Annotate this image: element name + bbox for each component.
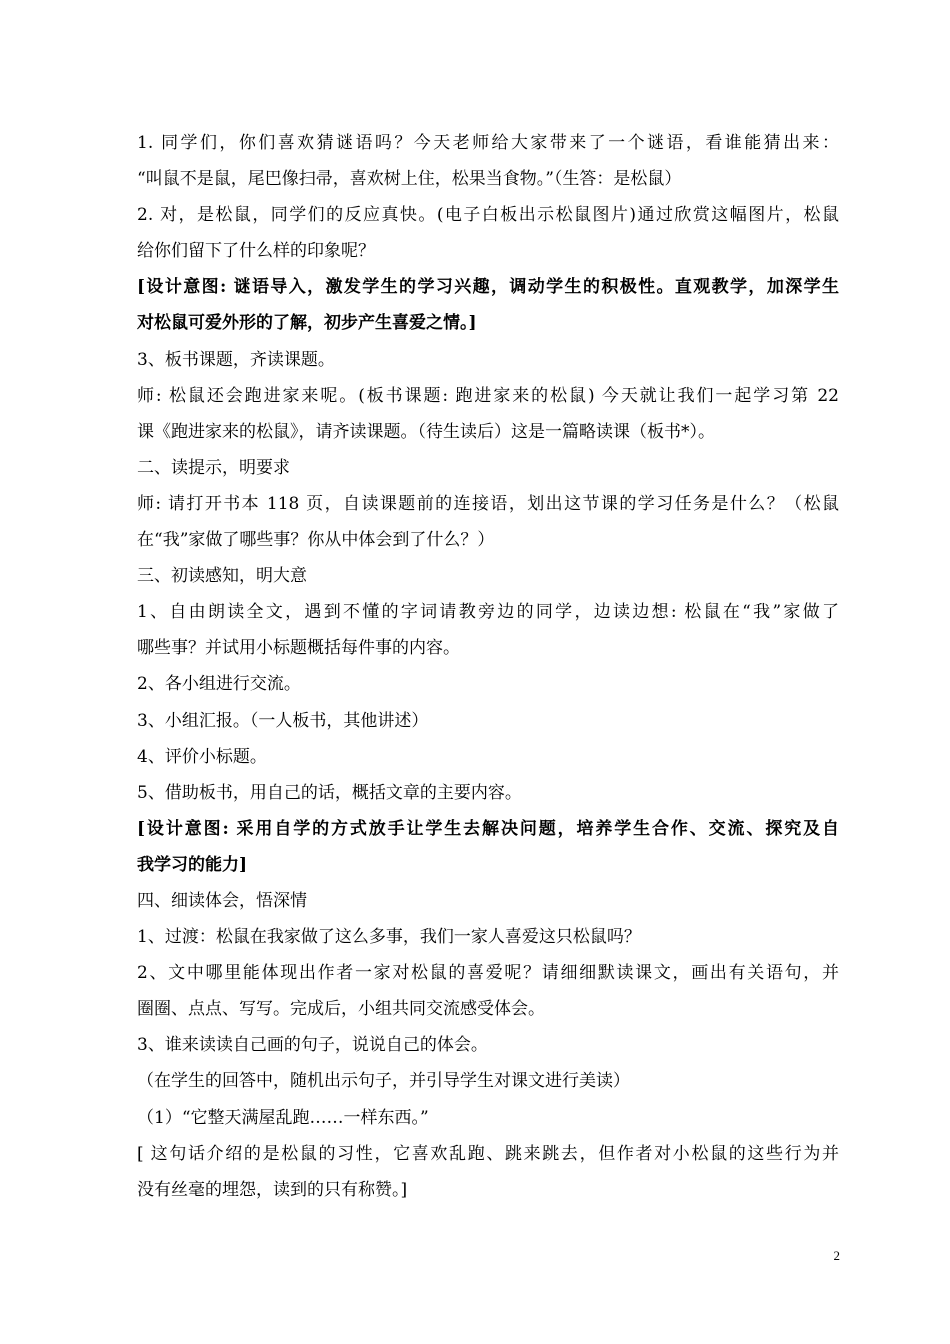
design-intent-line: 对松鼠可爱外形的了解，初步产生喜爱之情。] (137, 313, 477, 334)
body-text-line: 师: 松鼠还会跑进家来呢。(板书课题: 跑进家来的松鼠) 今天就让我们一起学习第 22 (137, 385, 839, 406)
body-text-line: 3、小组汇报。（一人板书，其他讲述） (137, 710, 429, 731)
body-text-line: 三、初读感知，明大意 (137, 566, 307, 587)
body-text-line: 2、文中哪里能体现出作者一家对松鼠的喜爱呢？请细细默读课文，画出有关语句，并 (137, 963, 839, 984)
body-text-line: 1、自由朗读全文，遇到不懂的字词请教旁边的同学，边读边想: 松鼠在“我”家做了 (137, 602, 839, 623)
body-text-line: “叫鼠不是鼠，尾巴像扫帚，喜欢树上住，松果当食物。”（生答：是松鼠） (137, 169, 682, 190)
body-text-line: 四、细读体会，悟深情 (137, 890, 307, 911)
body-text-line: 1、过渡：松鼠在我家做了这么多事，我们一家人喜爱这只松鼠吗？ (137, 927, 641, 948)
body-text-line: 5、借助板书，用自己的话，概括文章的主要内容。 (137, 782, 522, 803)
body-text-line: [ 这句话介绍的是松鼠的习性，它喜欢乱跑、跳来跳去，但作者对小松鼠的这些行为并 (137, 1143, 839, 1164)
body-text-line: 在“我”家做了哪些事？你从中体会到了什么？） (137, 530, 495, 551)
body-text-line: 2. 对，是松鼠，同学们的反应真快。(电子白板出示松鼠图片)通过欣赏这幅图片，松鼠 (137, 205, 839, 226)
body-text-line: 没有丝毫的埋怨，读到的只有称赞。] (137, 1179, 408, 1200)
body-text-line: 给你们留下了什么样的印象呢？ (137, 241, 375, 262)
body-text-line: 圈圈、点点、写写。完成后，小组共同交流感受体会。 (137, 999, 545, 1020)
body-text-line: 二、读提示，明要求 (137, 457, 290, 478)
body-text-line: 2、各小组进行交流。 (137, 674, 301, 695)
body-text-line: 师: 请打开书本 118 页，自读课题前的连接语，划出这节课的学习任务是什么？（松鼠 (137, 493, 839, 514)
body-text-line: （1）“它整天满屋乱跑……一样东西。” (137, 1107, 429, 1128)
design-intent-line: [设计意图: 采用自学的方式放手让学生去解决问题，培养学生合作、交流、探究及自 (137, 818, 839, 839)
body-text-line: 1. 同学们，你们喜欢猜谜语吗？今天老师给大家带来了一个谜语，看谁能猜出来： (137, 133, 839, 153)
document-body (137, 125, 839, 1208)
design-intent-line: 我学习的能力] (137, 854, 248, 875)
body-text-line: 4、评价小标题。 (137, 746, 267, 767)
body-text-line: 3、谁来读读自己画的句子，说说自己的体会。 (137, 1035, 488, 1056)
page-number: 2 (833, 1248, 840, 1263)
body-text-line: （在学生的回答中，随机出示句子，并引导学生对课文进行美读） (137, 1071, 630, 1092)
body-text-line: 3、板书课题，齐读课题。 (137, 349, 335, 370)
body-text-line: 课《跑进家来的松鼠》，请齐读课题。（待生读后）这是一篇略读课（板书*）。 (137, 421, 715, 442)
design-intent-line: [设计意图: 谜语导入，激发学生的学习兴趣，调动学生的积极性。直观教学，加深学生 (137, 277, 839, 298)
body-text-line: 哪些事？并试用小标题概括每件事的内容。 (137, 638, 460, 659)
